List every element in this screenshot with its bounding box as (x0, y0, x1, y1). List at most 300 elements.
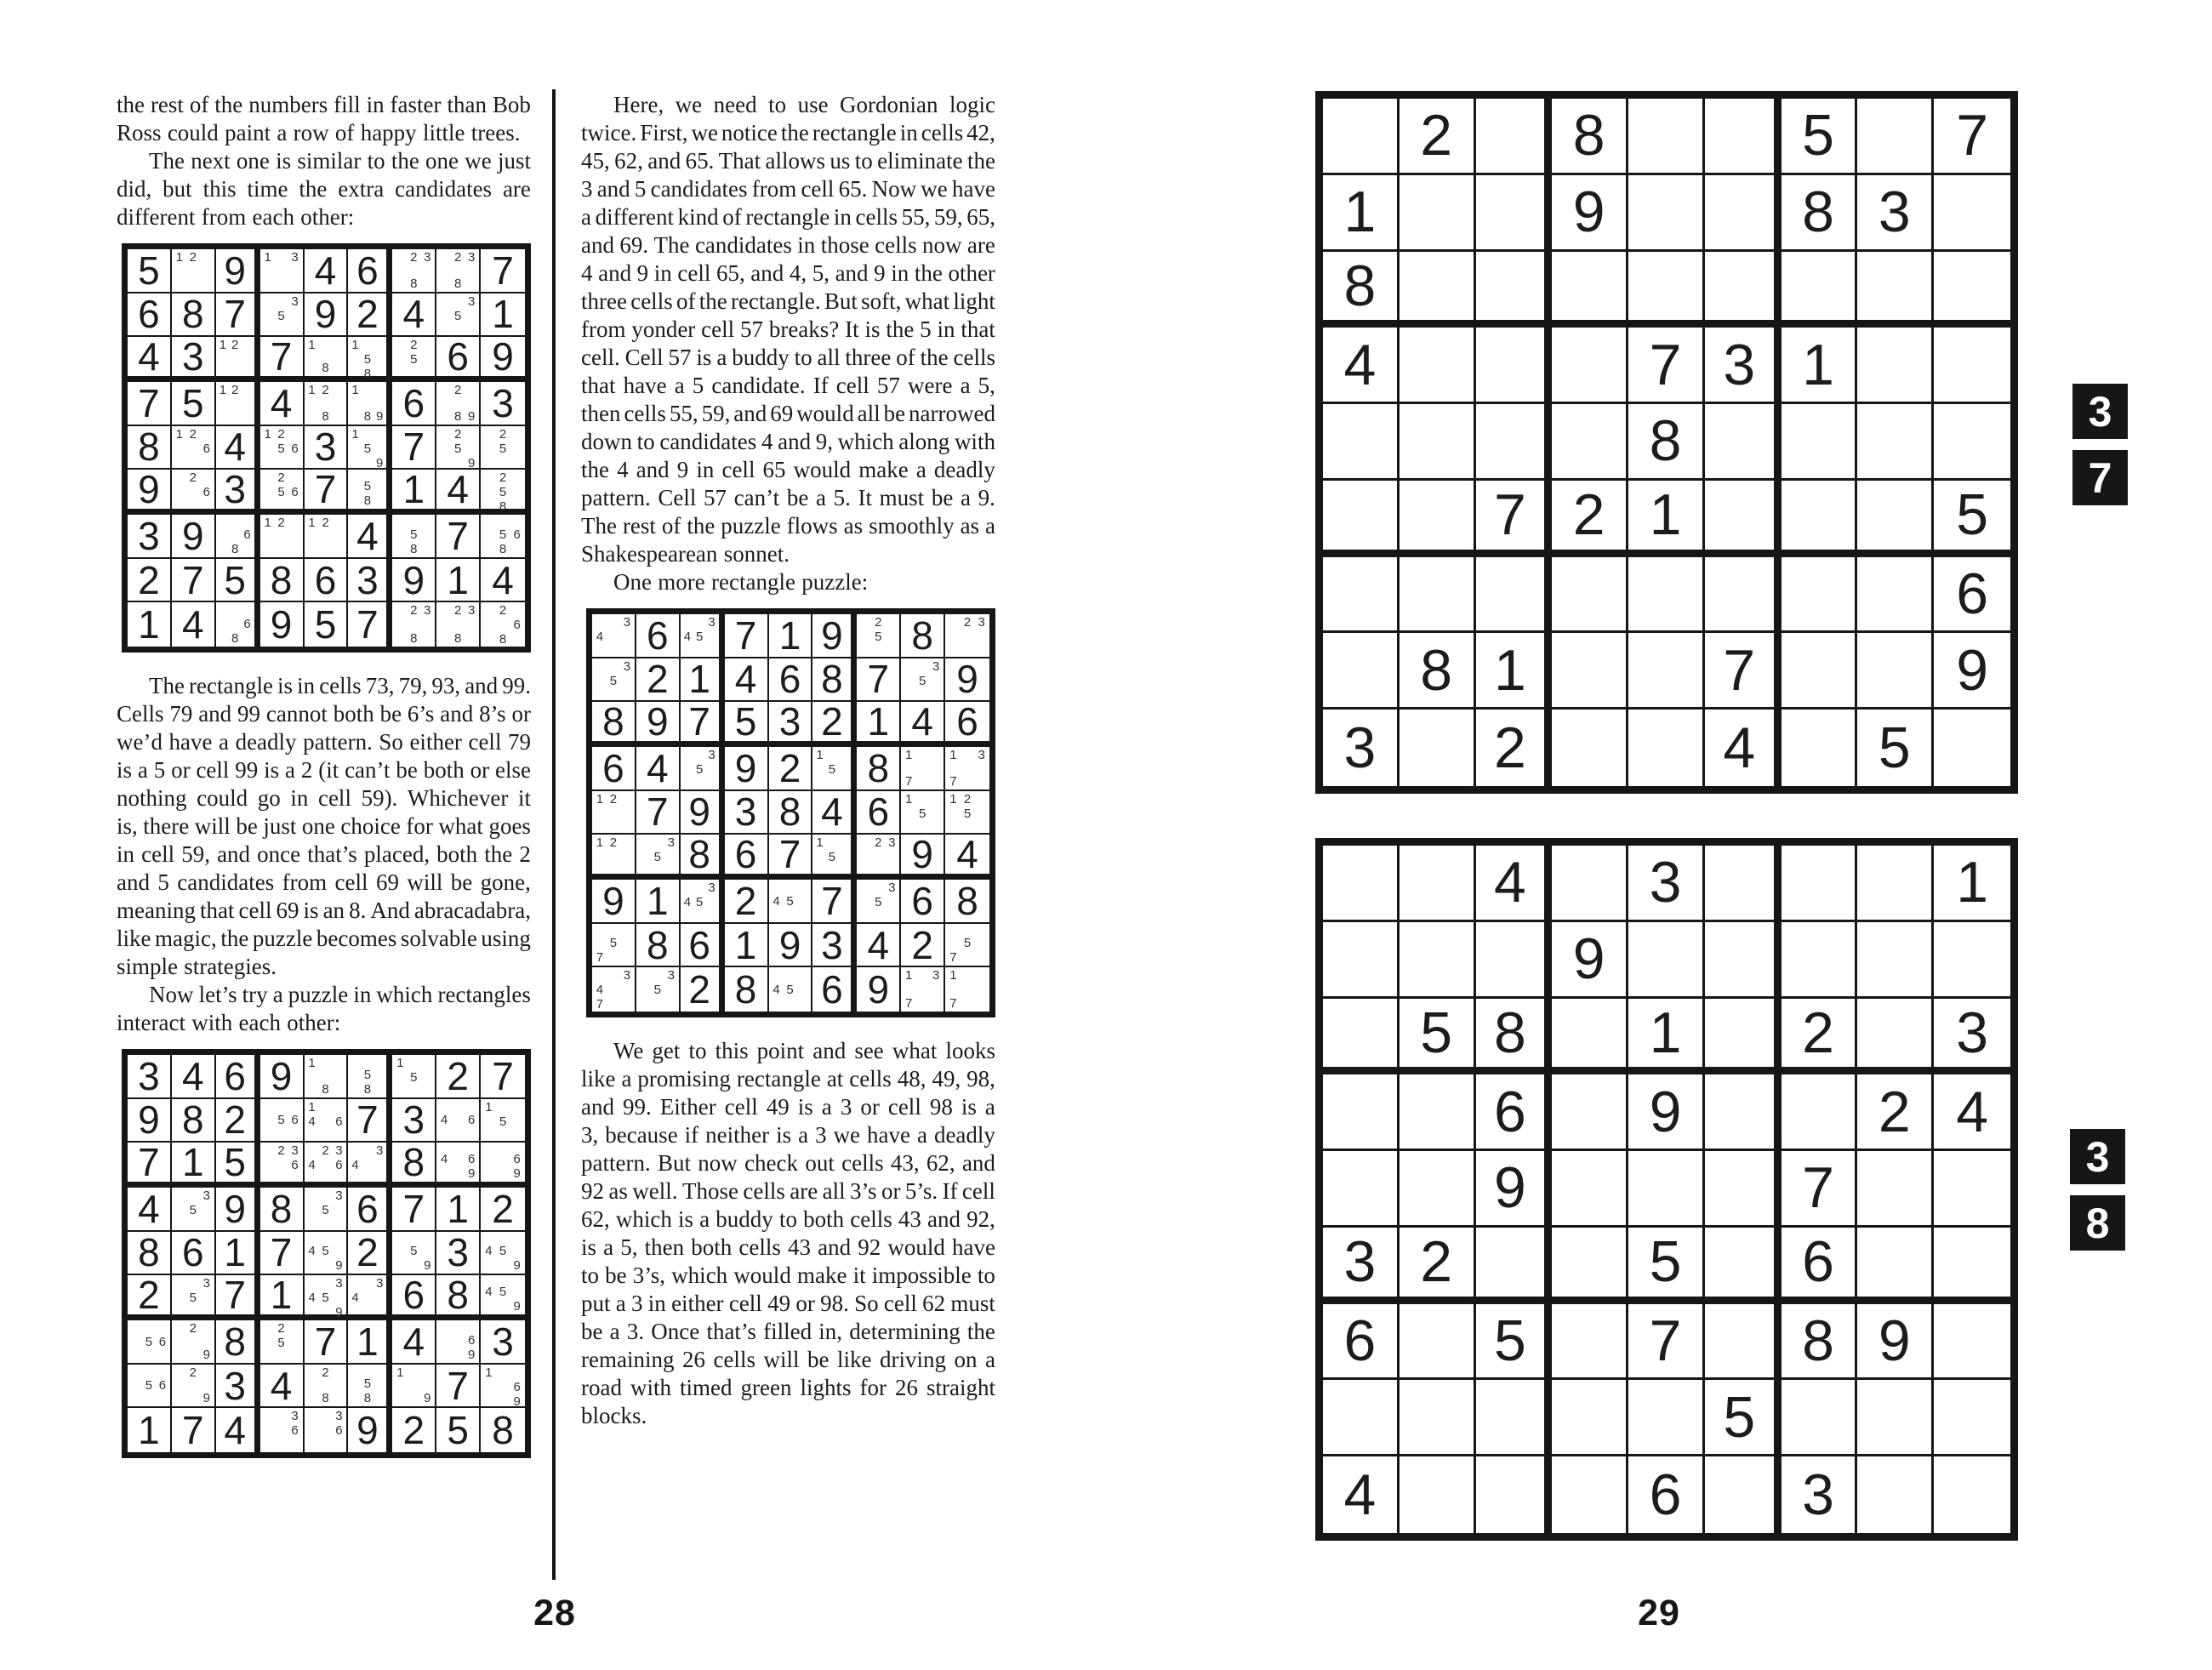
sudoku-cell-r9c2 (172, 1408, 216, 1452)
paragraph-group-middle-top (581, 92, 995, 597)
sudoku-cell-r7c1 (128, 515, 172, 559)
cell-value: 8 (821, 657, 843, 702)
text-line: to be 3’s, which would make it impossible to (581, 1262, 995, 1288)
pencil-marks: 6 9 (513, 1152, 521, 1182)
sudoku-puzzle-38 (1315, 838, 2018, 1541)
cell-value: 7 (778, 832, 801, 877)
sudoku-cell-r5c4 (1552, 1151, 1628, 1228)
cell-value: 9 (1956, 637, 1989, 703)
sudoku-cell-r1c4 (1552, 99, 1628, 175)
sudoku-cell-r6c5 (1628, 1228, 1705, 1304)
sudoku-cell-r8c4 (1552, 1380, 1628, 1456)
pencil-marks: 5 6 (145, 1378, 167, 1394)
cell-value: 8 (1802, 180, 1834, 245)
sudoku-cell-r6c2 (172, 1275, 216, 1320)
cell-value: 4 (138, 334, 160, 379)
pencil-marks: 1 5 (905, 791, 926, 821)
sudoku-cell-r5c5 (769, 791, 813, 835)
cell-value: 8 (224, 1319, 246, 1365)
paragraph (581, 1038, 995, 1431)
sudoku-cell-r8c2 (172, 559, 216, 603)
sudoku-cell-r1c3 (1476, 846, 1553, 922)
sudoku-cell-r2c5 (769, 658, 813, 703)
sudoku-cell-r9c4 (260, 1408, 305, 1452)
pencil-marks: 3 5 (653, 835, 675, 865)
sudoku-cell-r9c2 (1400, 1456, 1476, 1533)
sudoku-cell-r7c6 (348, 515, 392, 559)
cell-value: 6 (314, 557, 337, 602)
cell-value: 8 (688, 832, 710, 877)
pencil-marks: 2 3 8 (410, 603, 431, 646)
sudoku-cell-r5c6 (1705, 404, 1782, 481)
sudoku-cell-r2c4 (725, 658, 769, 703)
sudoku-cell-r4c6 (1705, 1074, 1782, 1151)
pencil-marks: 4 5 9 (485, 1244, 521, 1274)
sudoku-cell-r3c3 (681, 699, 725, 747)
sudoku-cell-r7c5 (305, 515, 349, 559)
cell-value: 1 (138, 1408, 160, 1453)
cell-value: 6 (138, 292, 160, 337)
sudoku-cell-r8c1 (128, 1365, 172, 1409)
sudoku-cell-r7c5 (1628, 1304, 1705, 1381)
text-line: We get to this point and see what looks (613, 1038, 995, 1063)
cell-value: 9 (314, 292, 337, 337)
cell-value: 1 (447, 1186, 469, 1231)
sudoku-cell-r8c1 (1323, 633, 1400, 710)
pencil-marks: 5 7 (596, 936, 618, 966)
sudoku-cell-r9c5 (1628, 710, 1705, 786)
sudoku-cell-r4c3 (1476, 328, 1553, 404)
sudoku-cell-r2c6 (1705, 922, 1782, 999)
cell-value: 8 (492, 1408, 514, 1453)
cell-value: 7 (492, 1053, 514, 1098)
text-line: and 5 candidates from cell 69 will be gone, (117, 869, 531, 895)
cell-value: 5 (1956, 482, 1989, 548)
sudoku-cell-r7c7 (857, 880, 901, 924)
cell-value: 9 (224, 1186, 246, 1231)
text-line: is a 5 or cell 99 is a 2 (it can’t be both or else (117, 757, 531, 783)
pencil-marks: 3 6 (335, 1409, 343, 1439)
sudoku-cell-r9c8 (1857, 1456, 1934, 1533)
sudoku-cell-r9c7 (857, 967, 901, 1012)
sudoku-cell-r5c1 (128, 1232, 172, 1276)
sudoku-cell-r8c3 (216, 1365, 260, 1409)
cell-value: 7 (356, 1097, 379, 1143)
sudoku-cell-r4c9 (481, 1188, 525, 1232)
sudoku-cell-r3c1 (128, 1140, 172, 1188)
sudoku-cell-r7c7 (392, 515, 436, 559)
cell-value: 7 (1956, 103, 1989, 168)
sudoku-cell-r3c8 (1857, 999, 1934, 1075)
cell-value: 9 (956, 657, 978, 702)
cell-value: 4 (402, 1319, 425, 1365)
pencil-marks: 2 5 8 (499, 470, 507, 515)
sudoku-cell-r9c3 (1476, 710, 1553, 786)
sudoku-cell-r2c4 (1552, 175, 1628, 252)
cell-value: 1 (1956, 850, 1989, 915)
sudoku-cell-r6c1 (592, 835, 636, 880)
text-line: the 4 and 9 in cell 65 would make a deadly (581, 457, 995, 482)
cell-value: 6 (1649, 1462, 1682, 1528)
cell-value: 5 (138, 248, 160, 293)
sudoku-cell-r5c2 (636, 791, 681, 835)
sudoku-cell-r3c6 (1705, 252, 1782, 328)
sudoku-cell-r8c6 (1705, 1380, 1782, 1456)
sudoku-cell-r3c1 (128, 334, 172, 382)
sudoku-cell-r9c4 (260, 602, 305, 647)
sudoku-cell-r5c6 (348, 1232, 392, 1276)
pencil-marks: 1 2 (264, 516, 285, 531)
cell-value: 9 (270, 1053, 293, 1098)
sudoku-cell-r1c3 (681, 614, 725, 658)
cell-value: 6 (956, 699, 978, 744)
sudoku-cell-r9c7 (1782, 1456, 1858, 1533)
sudoku-cell-r5c3 (216, 1232, 260, 1276)
text-line: 62, which is a buddy to both cells 43 and 92, (581, 1206, 995, 1232)
sudoku-cell-r1c8 (1857, 99, 1934, 175)
sudoku-cell-r6c9 (1934, 481, 2010, 557)
sudoku-cell-r7c7 (1782, 557, 1858, 634)
text-line: The rectangle is in cells 73, 79, 93, and 99. (149, 673, 531, 698)
sudoku-cell-r7c3 (216, 515, 260, 559)
cell-value: 7 (356, 602, 379, 647)
cell-value: 1 (778, 613, 801, 658)
cell-value: 7 (314, 1319, 337, 1365)
sudoku-cell-r3c8 (901, 699, 945, 747)
pencil-marks: 3 4 (351, 1143, 384, 1173)
sudoku-cell-r6c3 (1476, 1228, 1553, 1304)
sudoku-cell-r1c4 (725, 614, 769, 658)
cell-value: 7 (1723, 637, 1756, 703)
pencil-marks: 5 8 (410, 527, 418, 556)
sudoku-cell-r3c6 (348, 1143, 392, 1188)
sudoku-cell-r1c3 (216, 1055, 260, 1099)
pencil-marks: 1 8 9 (351, 383, 384, 424)
pencil-marks: 2 3 6 (277, 1143, 299, 1173)
sudoku-cell-r6c6 (812, 835, 857, 880)
puzzle-number-badge-37 (2072, 384, 2128, 505)
sudoku-cell-r2c8 (901, 658, 945, 703)
sudoku-cell-r4c8 (1857, 328, 1934, 404)
sudoku-cell-r2c8 (436, 294, 481, 338)
cell-value: 2 (224, 1097, 246, 1143)
text-line: different from each other: (117, 204, 355, 230)
sudoku-cell-r3c7 (857, 699, 901, 747)
sudoku-cell-r4c2 (1400, 1074, 1476, 1151)
cell-value: 1 (356, 1319, 379, 1365)
sudoku-cell-r7c2 (172, 515, 216, 559)
sudoku-cell-r8c5 (305, 1365, 349, 1409)
cell-value: 6 (734, 832, 757, 877)
cell-value: 8 (911, 613, 933, 658)
cell-value: 3 (778, 699, 801, 744)
sudoku-cell-r6c6 (348, 470, 392, 515)
sudoku-cell-r5c5 (1628, 1151, 1705, 1228)
text-line: 3 and 5 candidates from cell 65. Now we have (581, 176, 995, 202)
cell-value: 5 (224, 557, 246, 602)
sudoku-cell-r1c5 (769, 614, 813, 658)
sudoku-cell-r4c1 (592, 747, 636, 791)
sudoku-cell-r8c1 (128, 559, 172, 603)
sudoku-cell-r9c1 (1323, 710, 1400, 786)
sudoku-cell-r8c6 (812, 924, 857, 968)
sudoku-cell-r6c9 (481, 470, 525, 515)
sudoku-cell-r9c8 (436, 1408, 481, 1452)
pencil-marks: 1 5 (816, 835, 836, 865)
sudoku-cell-r3c2 (636, 699, 681, 747)
cell-value: 7 (1802, 1155, 1834, 1221)
cell-value: 6 (356, 1186, 379, 1231)
cell-value: 4 (1343, 1462, 1377, 1528)
cell-value: 2 (138, 1273, 160, 1318)
sudoku-cell-r2c7 (392, 1099, 436, 1143)
cell-value: 3 (1956, 1000, 1989, 1065)
paragraph (117, 92, 531, 148)
sudoku-cell-r2c9 (1934, 922, 2010, 999)
sudoku-cell-r1c2 (1400, 846, 1476, 922)
sudoku-cell-r4c4 (1552, 1074, 1628, 1151)
sudoku-cell-r6c4 (260, 1275, 305, 1320)
cell-value: 1 (447, 557, 469, 602)
sudoku-cell-r2c2 (636, 658, 681, 703)
pencil-marks: 2 5 6 (277, 470, 299, 500)
cell-value: 4 (647, 745, 669, 790)
sudoku-cell-r4c5 (305, 382, 349, 426)
pencil-marks: 1 7 (905, 748, 913, 789)
sudoku-cell-r2c9 (481, 294, 525, 338)
sudoku-cell-r9c5 (305, 602, 349, 647)
cell-value: 7 (1649, 332, 1682, 397)
cell-value: 4 (1494, 850, 1526, 915)
cell-value: 9 (1878, 1308, 1911, 1374)
pencil-marks: 1 3 7 (949, 748, 985, 789)
sudoku-cell-r3c4 (1552, 252, 1628, 328)
cell-value: 5 (1802, 103, 1834, 168)
sudoku-cell-r7c8 (901, 880, 945, 924)
page-number-right: 29 (1638, 1593, 1680, 1633)
sudoku-cell-r4c3 (216, 1188, 260, 1232)
sudoku-cell-r4c7 (1782, 1074, 1858, 1151)
sudoku-cell-r8c7 (857, 924, 901, 968)
sudoku-cell-r2c8 (1857, 922, 1934, 999)
pencil-marks: 5 8 (363, 1376, 372, 1406)
sudoku-cell-r3c4 (260, 334, 305, 382)
sudoku-cell-r7c2 (1400, 557, 1476, 634)
sudoku-cell-r8c6 (1705, 633, 1782, 710)
pencil-marks: 5 7 (949, 936, 972, 966)
sudoku-cell-r4c8 (1857, 1074, 1934, 1151)
text-line: twice. First, we notice the rectangle in cells 42, (581, 120, 995, 145)
pencil-marks: 1 8 (308, 338, 329, 376)
sudoku-cell-r5c2 (1400, 404, 1476, 481)
pencil-marks: 1 2 (596, 835, 618, 851)
cell-value: 1 (138, 602, 160, 647)
paragraph-group-left-middle (117, 673, 531, 1038)
cell-value: 8 (956, 879, 978, 924)
text-line: put a 3 in either cell 49 or 98. So cell 62 must (581, 1291, 995, 1316)
cell-value: 1 (224, 1230, 246, 1275)
sudoku-cell-r7c9 (1934, 1304, 2010, 1381)
sudoku-cell-r5c3 (681, 791, 725, 835)
sudoku-cell-r8c6 (348, 1365, 392, 1409)
pencil-marks: 2 3 (875, 835, 896, 851)
cell-value: 8 (270, 557, 293, 602)
page-number-left: 28 (533, 1593, 576, 1633)
sudoku-cell-r8c5 (1628, 633, 1705, 710)
cell-value: 9 (602, 879, 624, 924)
cell-value: 7 (447, 1363, 469, 1408)
sudoku-cell-r7c9 (945, 880, 989, 924)
text-line: did, but this time the extra candidates are (117, 176, 531, 202)
pencil-marks: 3 4 5 (683, 881, 715, 910)
sudoku-cell-r3c3 (216, 1140, 260, 1188)
cell-value: 3 (1878, 180, 1911, 245)
sudoku-cell-r4c5 (1628, 1074, 1705, 1151)
sudoku-cell-r4c9 (945, 747, 989, 791)
sudoku-cell-r8c4 (260, 559, 305, 603)
sudoku-cell-r7c3 (1476, 1304, 1553, 1381)
sudoku-cell-r8c3 (1476, 633, 1553, 710)
sudoku-cell-r5c7 (392, 1232, 436, 1276)
sudoku-cell-r5c2 (172, 426, 216, 470)
sudoku-cell-r2c3 (1476, 175, 1553, 252)
sudoku-cell-r8c7 (1782, 633, 1858, 710)
sudoku-cell-r2c9 (1934, 175, 2010, 252)
sudoku-cell-r6c8 (436, 1275, 481, 1320)
text-line: Shakespearean sonnet. (581, 541, 790, 567)
pencil-marks: 1 3 7 (905, 968, 940, 1011)
sudoku-cell-r4c2 (636, 747, 681, 791)
sudoku-cell-r2c3 (216, 1099, 260, 1143)
cell-value: 7 (182, 557, 204, 602)
text-line: One more rectangle puzzle: (613, 569, 869, 595)
sudoku-cell-r8c8 (1857, 633, 1934, 710)
sudoku-cell-r3c7 (392, 337, 436, 382)
sudoku-cell-r8c2 (1400, 633, 1476, 710)
sudoku-cell-r2c6 (812, 658, 857, 703)
sudoku-cell-r9c8 (901, 967, 945, 1012)
sudoku-cell-r3c3 (216, 337, 260, 382)
pencil-marks: 1 5 (396, 1056, 418, 1085)
sudoku-cell-r2c4 (260, 294, 305, 338)
cell-value: 3 (402, 1097, 425, 1143)
sudoku-cell-r6c2 (1400, 1228, 1476, 1304)
cell-value: 6 (182, 1230, 204, 1275)
text-line: pattern. Cell 57 can’t be a 5. It must be a 9. (581, 485, 995, 510)
sudoku-cell-r7c3 (1476, 557, 1553, 634)
paragraph (117, 982, 531, 1038)
cell-value: 6 (602, 745, 624, 790)
sudoku-cell-r5c1 (592, 791, 636, 835)
sudoku-cell-r6c4 (260, 470, 305, 515)
cell-value: 9 (778, 922, 801, 967)
cell-value: 2 (492, 1186, 514, 1231)
sudoku-cell-r4c4 (260, 382, 305, 426)
sudoku-cell-r1c3 (1476, 99, 1553, 175)
sudoku-cell-r3c7 (1782, 999, 1858, 1075)
cell-value: 1 (492, 292, 514, 337)
sudoku-cell-r3c7 (392, 1140, 436, 1188)
sudoku-cell-r6c9 (945, 832, 989, 880)
cell-value: 9 (182, 514, 204, 559)
sudoku-cell-r3c4 (725, 699, 769, 747)
sudoku-cell-r5c8 (436, 426, 481, 470)
pencil-marks: 5 9 (410, 1244, 431, 1274)
pencil-marks: 1 7 (949, 968, 957, 1011)
sudoku-cell-r9c9 (945, 967, 989, 1012)
sudoku-cell-r8c9 (481, 559, 525, 603)
pencil-marks: 1 2 8 (308, 383, 329, 424)
sudoku-cell-r3c8 (436, 1143, 481, 1188)
sudoku-cell-r8c1 (1323, 1380, 1400, 1456)
paragraph (581, 92, 995, 569)
sudoku-cell-r9c7 (392, 602, 436, 647)
sudoku-cell-r2c3 (1476, 922, 1553, 999)
cell-value: 3 (224, 1363, 246, 1408)
sudoku-cell-r3c3 (1476, 252, 1553, 328)
sudoku-cell-r9c5 (305, 1408, 349, 1452)
pencil-marks: 1 5 8 (351, 338, 372, 382)
cell-value: 9 (1494, 1155, 1526, 1221)
middle-text-column (581, 92, 995, 1431)
pencil-marks: 1 2 5 (949, 791, 972, 821)
sudoku-cell-r7c4 (725, 880, 769, 924)
sudoku-grid-example-3 (586, 608, 995, 1017)
sudoku-cell-r7c1 (1323, 557, 1400, 634)
sudoku-cell-r6c9 (481, 1275, 525, 1320)
sudoku-cell-r4c4 (725, 747, 769, 791)
sudoku-cell-r3c6 (812, 699, 857, 747)
cell-value: 9 (492, 334, 514, 379)
cell-value: 9 (867, 967, 890, 1012)
cell-value: 8 (734, 967, 757, 1012)
cell-value: 1 (182, 1140, 204, 1185)
sudoku-cell-r9c6 (348, 602, 392, 647)
pencil-marks: 5 8 (363, 1067, 372, 1097)
cell-value: 3 (1649, 850, 1682, 915)
sudoku-cell-r4c2 (172, 1188, 216, 1232)
sudoku-cell-r7c1 (128, 1320, 172, 1365)
cell-value: 8 (602, 699, 624, 744)
text-line: The next one is similar to the one we just (149, 148, 531, 174)
cell-value: 2 (1494, 715, 1526, 781)
sudoku-cell-r4c3 (216, 382, 260, 426)
sudoku-cell-r7c3 (216, 1320, 260, 1365)
sudoku-cell-r5c9 (945, 791, 989, 835)
puzzle-number-badge-38 (2070, 1129, 2125, 1251)
pencil-marks: 1 8 (308, 1056, 329, 1097)
pencil-marks: 1 9 (396, 1365, 431, 1406)
pencil-marks: 1 5 (816, 748, 836, 778)
sudoku-cell-r2c4 (260, 1099, 305, 1143)
sudoku-cell-r2c9 (481, 1099, 525, 1143)
pencil-marks: 5 6 (277, 1112, 299, 1127)
column-divider-rule (552, 89, 556, 1580)
sudoku-cell-r9c3 (216, 602, 260, 647)
sudoku-cell-r8c3 (681, 924, 725, 968)
sudoku-cell-r1c2 (636, 614, 681, 658)
pencil-marks: 4 6 (441, 1112, 476, 1127)
pencil-marks: 4 5 9 (308, 1244, 343, 1274)
sudoku-cell-r1c7 (392, 1055, 436, 1099)
sudoku-cell-r7c1 (1323, 1304, 1400, 1381)
text-line: a different kind of rectangle in cells 55, 59, 65, (581, 204, 995, 230)
sudoku-cell-r8c9 (1934, 1380, 2010, 1456)
sudoku-cell-r1c9 (481, 249, 525, 294)
cell-value: 6 (867, 789, 890, 835)
text-line: like magic, the puzzle becomes solvable using (117, 926, 531, 951)
sudoku-cell-r7c6 (812, 880, 857, 924)
